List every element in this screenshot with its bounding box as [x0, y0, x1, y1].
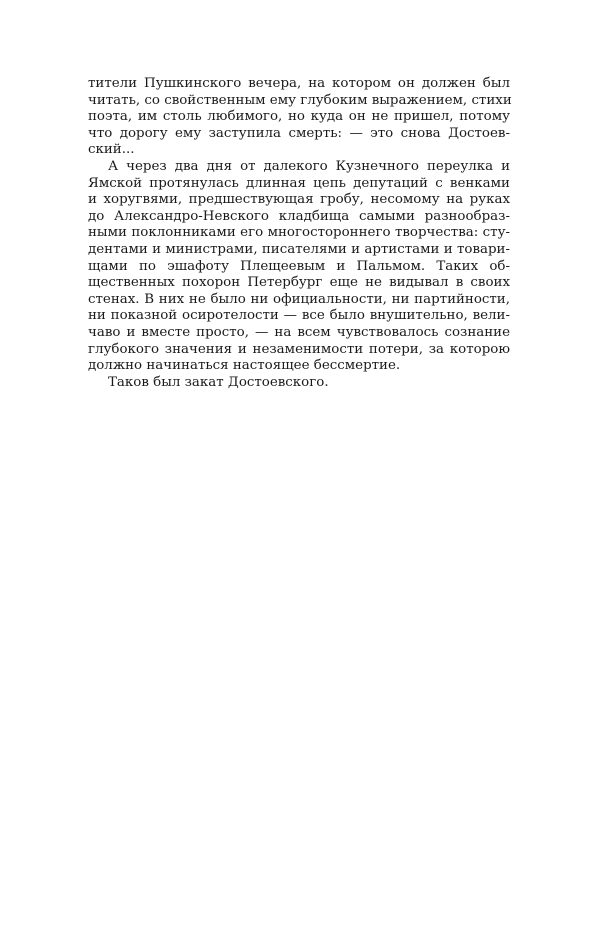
text-line: щественных похорон Петербург еще не видывал в своих — [88, 275, 510, 291]
text-line: ни показной осиротелости — все было внушительно, вели- — [88, 308, 510, 324]
paragraph-3 — [88, 375, 510, 392]
text-line: А через два дня от далекого Кузнечного переулка и — [108, 158, 510, 174]
text-line: стенах. В них не было ни официальности, ни партийности, — [88, 291, 510, 307]
text-line: щами по эшафоту Плещеевым и Пальмом. Таких об- — [88, 258, 510, 274]
text-line: чаво и вместе просто, — на всем чувствовалось сознание — [88, 324, 510, 340]
text-line: тители Пушкинского вечера, на котором он должен был — [88, 76, 510, 91]
text-line: дентами и министрами, писателями и артистами и товари- — [88, 241, 510, 257]
text-line: до Александро-Невского кладбища самыми разнообраз- — [88, 208, 510, 224]
text-line: читать, со свойственным ему глубоким выражением, стихи — [88, 92, 512, 108]
text-line: что дорогу ему заступила смерть: — это снова Достоев- — [88, 125, 510, 141]
text-line: Ямской протянулась длинная цепь депутаций с венками — [88, 175, 510, 191]
text-line: поэта, им столь любимого, но куда он не пришел, потому — [88, 109, 510, 125]
text-line: и хоругвями, предшествующая гробу, несомому на руках — [88, 192, 510, 208]
page-text — [88, 76, 510, 391]
paragraph-1 — [88, 76, 510, 159]
text-line: Таков был закат Достоевского. — [108, 374, 329, 390]
text-line: должно начинаться настоящее бессмертие. — [88, 358, 401, 374]
text-line: ский... — [88, 142, 135, 158]
text-line: ными поклонниками его многостороннего творчества: сту- — [88, 225, 510, 241]
paragraph-2 — [88, 159, 510, 375]
text-line: глубокого значения и незаменимости потери, за которою — [88, 341, 510, 357]
